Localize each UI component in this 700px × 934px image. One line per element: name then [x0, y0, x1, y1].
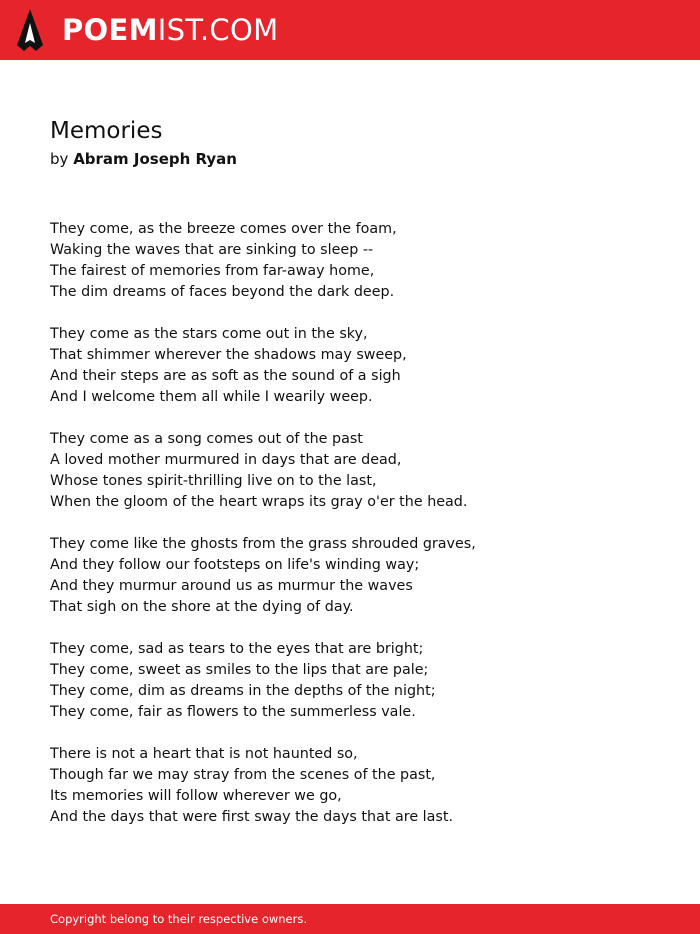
stanza [50, 324, 476, 408]
author-name: Abram Joseph Ryan [73, 150, 237, 168]
poem-line: Though far we may stray from the scenes of the past, [50, 767, 436, 783]
stanza [50, 534, 476, 618]
stanza [50, 219, 476, 303]
brand-bold: POEM [62, 13, 158, 47]
poem-line: Its memories will follow wherever we go, [50, 788, 342, 804]
byline [50, 149, 237, 169]
stanza [50, 429, 476, 513]
poem-line: A loved mother murmured in days that are dead, [50, 452, 402, 468]
poem-line: They come as the stars come out in the sky, [50, 326, 368, 342]
copyright-notice: Copyright belong to their respective owners. [50, 912, 308, 926]
poem-line: There is not a heart that is not haunted so, [50, 746, 358, 762]
pencil-icon[interactable] [17, 9, 43, 51]
poem-line: The fairest of memories from far-away home, [50, 263, 375, 279]
site-footer [0, 904, 700, 934]
poem-line: They come, fair as flowers to the summerless vale. [50, 704, 416, 720]
poem-title: Memories [50, 118, 163, 144]
site-header [0, 0, 700, 60]
poem-line: And they murmur around us as murmur the waves [50, 578, 413, 594]
poem-line: They come as a song comes out of the past [50, 431, 363, 447]
poem-line: And the days that were first sway the days that are last. [50, 809, 453, 825]
brand-light: IST.COM [157, 13, 279, 47]
poem-line: They come, dim as dreams in the depths of the night; [50, 683, 436, 699]
site-logo[interactable] [62, 10, 278, 50]
poem-body [50, 219, 476, 849]
poem-line: And their steps are as soft as the sound of a sigh [50, 368, 401, 384]
poem-line: Whose tones spirit-thrilling live on to the last, [50, 473, 377, 489]
poem-line: And I welcome them all while I wearily weep. [50, 389, 373, 405]
by-label: by [50, 150, 69, 168]
poem-line: The dim dreams of faces beyond the dark deep. [50, 284, 395, 300]
poem-line: They come, sweet as smiles to the lips that are pale; [50, 662, 429, 678]
stanza [50, 639, 476, 723]
poem-line: That shimmer wherever the shadows may sweep, [50, 347, 407, 363]
poem-line: When the gloom of the heart wraps its gray o'er the head. [50, 494, 468, 510]
poem-line: That sigh on the shore at the dying of day. [50, 599, 354, 615]
stanza [50, 744, 476, 828]
poem-line: They come, as the breeze comes over the foam, [50, 221, 397, 237]
poem-line: And they follow our footsteps on life's winding way; [50, 557, 420, 573]
poem-line: They come like the ghosts from the grass shrouded graves, [50, 536, 476, 552]
poem-line: Waking the waves that are sinking to sleep -- [50, 242, 374, 258]
poem-line: They come, sad as tears to the eyes that are bright; [50, 641, 424, 657]
